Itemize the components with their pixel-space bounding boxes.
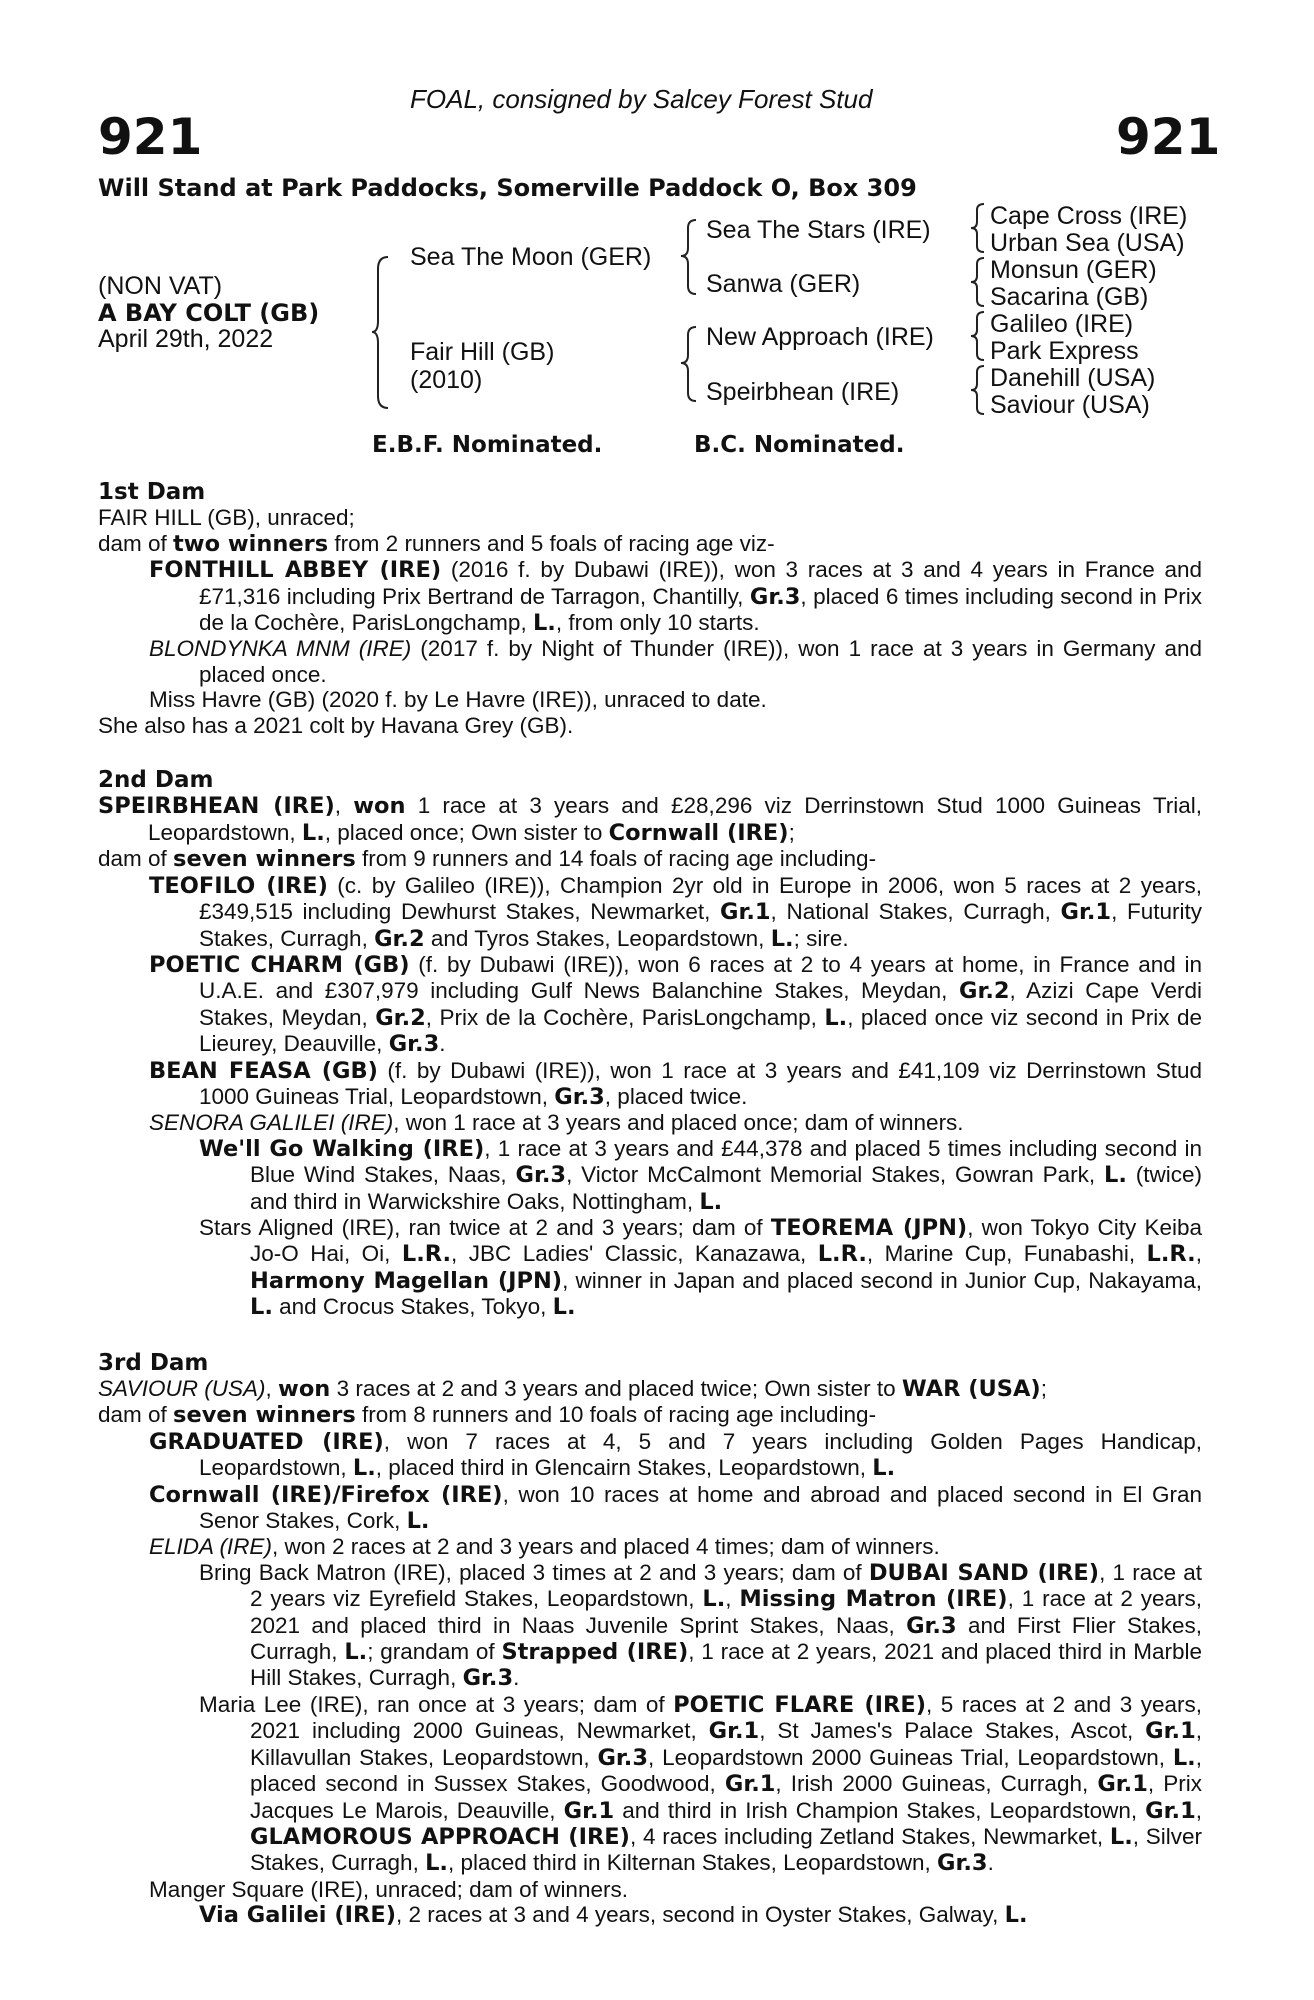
lot-number-right: 921 <box>1116 108 1221 166</box>
catalogue-subtitle: FOAL, consigned by Salcey Forest Stud <box>410 84 873 114</box>
pedigree-paragraph: ELIDA (IRE), won 2 races at 2 and 3 years and placed 4 times; dam of winners. <box>149 1534 940 1560</box>
stand-info: Will Stand at Park Paddocks, Somerville Paddock O, Box 309 <box>98 174 917 202</box>
pedigree-paragraph: BLONDYNKA MNM (IRE) (2017 f. by Night of Thunder (IRE)), won 1 race at 3 years in Germany and placed once. <box>149 636 1202 687</box>
pedigree-brace-ds <box>968 310 986 362</box>
pedigree-brace-sire <box>678 218 698 298</box>
pedigree-sire: Sea The Moon (GER) <box>410 243 652 271</box>
pedigree-paragraph: Stars Aligned (IRE), ran twice at 2 and 3 years; dam of TEOREMA (JPN), won Tokyo City Keiba Jo-O Hai, Oi, L.R., JBC Ladies' Classic, Kanazawa, L.R., Marine Cup, Funabashi, L.R., Harmony Magellan (JPN), winner in Japan and placed second in Junior Cup, Nakayama, L. and Crocus Stakes, Tokyo, L. <box>199 1214 1202 1321</box>
pedigree-sss: Cape Cross (IRE) <box>990 202 1188 230</box>
pedigree-paragraph: dam of two winners from 2 runners and 5 foals of racing age viz- <box>98 530 775 557</box>
pedigree-sdd: Sacarina (GB) <box>990 283 1149 311</box>
pedigree-sds: Monsun (GER) <box>990 256 1157 284</box>
section-heading: 1st Dam <box>98 479 206 505</box>
pedigree-brace-ss <box>968 202 986 254</box>
pedigree-ddd: Saviour (USA) <box>990 391 1150 419</box>
pedigree-dds: Danehill (USA) <box>990 364 1156 392</box>
pedigree-paragraph: dam of seven winners from 9 runners and 14 foals of racing age including- <box>98 846 877 873</box>
pedigree-dsd: Park Express <box>990 337 1139 365</box>
pedigree-sire-dam: Sanwa (GER) <box>706 270 861 298</box>
pedigree-paragraph: Bring Back Matron (IRE), placed 3 times at 2 and 3 years; dam of DUBAI SAND (IRE), 1 race at 2 years viz Eyrefield Stakes, Leopardstown, L., Missing Matron (IRE), 1 race at 2 years, 2021 and placed third in Naas Juvenile Sprint Stakes, Naas, Gr.3 and First Flier Stakes, Curragh, L.; grandam of Strapped (IRE), 1 race at 2 years, 2021 and placed third in Marble Hill Stakes, Curragh, Gr.3. <box>199 1559 1203 1692</box>
pedigree-paragraph: SAVIOUR (USA), won 3 races at 2 and 3 years and placed twice; Own sister to WAR (USA); <box>98 1376 1047 1402</box>
pedigree-brace-dd <box>968 364 986 416</box>
pedigree-dam-sire: New Approach (IRE) <box>706 323 934 351</box>
section-heading: 2nd Dam <box>98 767 214 794</box>
pedigree-dss: Galileo (IRE) <box>990 310 1134 338</box>
pedigree-dam-year: (2010) <box>410 366 483 394</box>
pedigree-paragraph: Maria Lee (IRE), ran once at 3 years; dam of POETIC FLARE (IRE), 5 races at 2 and 3 years, 2021 including 2000 Guineas, Newmarket, Gr.1, St James's Palace Stakes, Ascot, Gr.1, Killavullan Stakes, Leopardstown, Gr.3, Leopardstown 2000 Guineas Trial, Leopardstown, L., placed second in Sussex Stakes, Goodwood, Gr.1, Irish 2000 Guineas, Curragh, Gr.1, Prix Jacques Le Marois, Deauville, Gr.1 and third in Irish Champion Stakes, Leopardstown, Gr.1, GLAMOROUS APPROACH (IRE), 4 races including Zetland Stakes, Newmarket, L., Silver Stakes, Curragh, L., placed third in Kilternan Stakes, Leopardstown, Gr.3. <box>199 1691 1203 1877</box>
ebf-nomination: E.B.F. Nominated. <box>372 432 603 458</box>
pedigree-paragraph: SENORA GALILEI (IRE), won 1 race at 3 years and placed once; dam of winners. <box>149 1110 964 1136</box>
pedigree-ssd: Urban Sea (USA) <box>990 229 1185 257</box>
foaling-date: April 29th, 2022 <box>98 325 274 353</box>
pedigree-paragraph: Cornwall (IRE)/Firefox (IRE), won 10 races at home and abroad and placed second in El Gran Senor Stakes, Cork, L. <box>149 1481 1202 1535</box>
pedigree-dam: Fair Hill (GB) <box>410 338 555 366</box>
pedigree-brace-dam <box>678 325 698 405</box>
pedigree-paragraph: BEAN FEASA (GB) (f. by Dubawi (IRE)), won 1 race at 3 years and £41,109 viz Derrinstown Stud 1000 Guineas Trial, Leopardstown, Gr.3, placed twice. <box>149 1057 1202 1110</box>
lot-number-left: 921 <box>98 108 203 166</box>
pedigree-paragraph: Miss Havre (GB) (2020 f. by Le Havre (IRE)), unraced to date. <box>149 687 767 713</box>
pedigree-dam-dam: Speirbhean (IRE) <box>706 378 900 406</box>
pedigree-paragraph: We'll Go Walking (IRE), 1 race at 3 years and £44,378 and placed 5 times including second in Blue Wind Stakes, Naas, Gr.3, Victor McCalmont Memorial Stakes, Gowran Park, L. (twice) and third in Warwickshire Oaks, Nottingham, L. <box>199 1135 1203 1215</box>
pedigree-paragraph: TEOFILO (IRE) (c. by Galileo (IRE)), Champion 2yr old in Europe in 2006, won 5 races at 2 years, £349,515 including Dewhurst Stakes, Newmarket, Gr.1, National Stakes, Curragh, Gr.1, Futurity Stakes, Curragh, Gr.2 and Tyros Stakes, Leopardstown, L.; sire. <box>149 872 1203 952</box>
pedigree-paragraph: She also has a 2021 colt by Havana Grey (GB). <box>98 712 574 738</box>
pedigree-paragraph: FAIR HILL (GB), unraced; <box>98 505 355 531</box>
pedigree-paragraph: dam of seven winners from 8 runners and 10 foals of racing age including- <box>98 1402 877 1429</box>
pedigree-paragraph: FONTHILL ABBEY (IRE) (2016 f. by Dubawi (IRE)), won 3 races at 3 and 4 years in France and £71,316 including Prix Bertrand de Tarragon, Chantilly, Gr.3, placed 6 times including second in Prix de la Cochère, ParisLongchamp, L., from only 10 starts. <box>149 557 1202 637</box>
pedigree-paragraph: Manger Square (IRE), unraced; dam of winners. <box>149 1876 628 1902</box>
pedigree-paragraph: GRADUATED (IRE), won 7 races at 4, 5 and 7 years including Golden Pages Handicap, Leopardstown, L., placed third in Glencairn Stakes, Leopardstown, L. <box>149 1428 1202 1482</box>
pedigree-paragraph: SPEIRBHEAN (IRE), won 1 race at 3 years and £28,296 viz Derrinstown Stud 1000 Guineas Trial, Leopardstown, L., placed once; Own sister to Cornwall (IRE); <box>98 793 1202 846</box>
bc-nomination: B.C. Nominated. <box>694 432 905 458</box>
pedigree-paragraph: POETIC CHARM (GB) (f. by Dubawi (IRE)), won 6 races at 2 to 4 years at home, in France and in U.A.E. and £307,979 including Gulf News Balanchine Stakes, Meydan, Gr.2, Azizi Cape Verdi Stakes, Meydan, Gr.2, Prix de la Cochère, ParisLongchamp, L., placed once viz second in Prix de Lieurey, Deauville, Gr.3. <box>149 951 1202 1058</box>
pedigree-paragraph: Via Galilei (IRE), 2 races at 3 and 4 years, second in Oyster Stakes, Galway, L. <box>199 1902 1028 1929</box>
vat-status: (NON VAT) <box>98 272 223 300</box>
produce-record <box>98 480 1202 1929</box>
pedigree-brace-gen1 <box>370 255 390 410</box>
section-heading: 3rd Dam <box>98 1349 209 1376</box>
horse-name: A BAY COLT (GB) <box>98 299 320 327</box>
pedigree-brace-sd <box>968 256 986 308</box>
pedigree-sire-sire: Sea The Stars (IRE) <box>706 216 931 244</box>
